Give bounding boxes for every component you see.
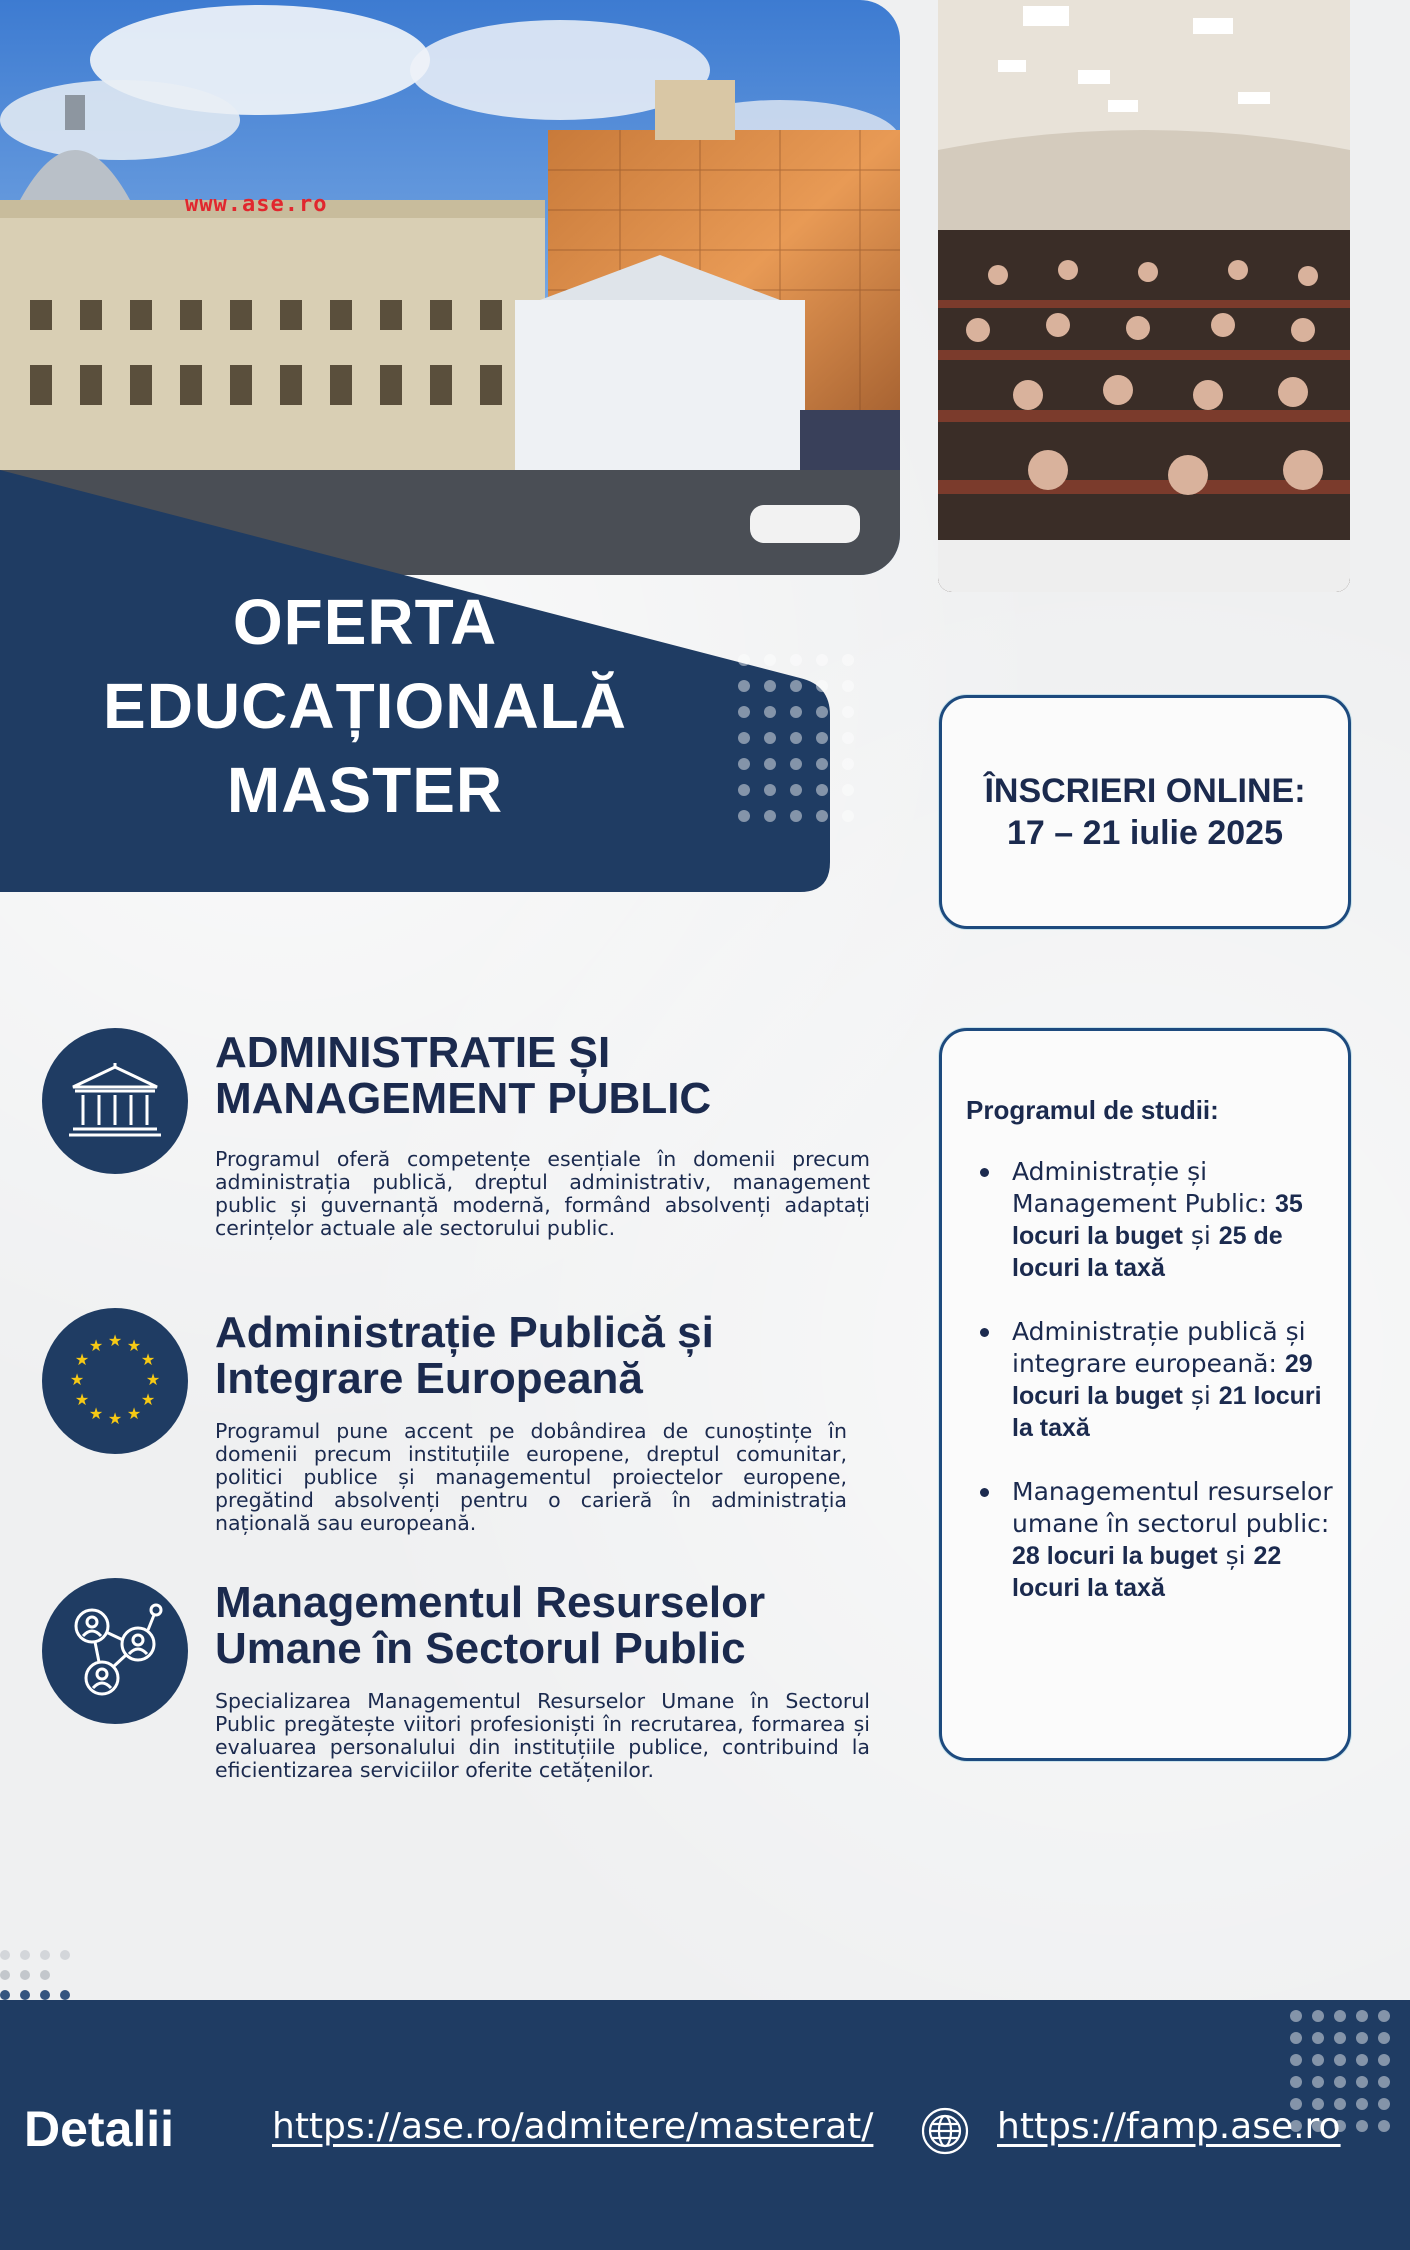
program-name: Administrație și Management Public: xyxy=(1012,1157,1268,1218)
svg-text:★: ★ xyxy=(140,1350,156,1369)
programs-list xyxy=(966,1156,1336,1636)
svg-text:★: ★ xyxy=(88,1336,104,1355)
svg-text:★: ★ xyxy=(69,1370,85,1389)
enrollment-box xyxy=(939,695,1351,929)
section-2-title: Administrație Publică și Integrare Europeană xyxy=(215,1308,714,1403)
decorative-dots-hero xyxy=(738,654,854,822)
section-3-text: Specializarea Managementul Resurselor Umane în Sectorul Public pregătește viitori profesioniști în recrutarea, formarea și evaluarea personalului din instituțiile publice, contribuind la eficientizarea serviciilor oferite cetățenilor. xyxy=(215,1689,870,1782)
hero-title-line-3: MASTER xyxy=(226,754,504,826)
program-join: și xyxy=(1225,1541,1246,1570)
section-1-icon-circle xyxy=(42,1028,188,1174)
program-fee-seats: 22 locuri la taxă xyxy=(1012,1542,1282,1602)
svg-text:★: ★ xyxy=(107,1331,123,1350)
section-1-text: Programul oferă competențe esențiale în domenii precum administrația publică, dreptul administrativ, management public și guvernanță modernă, formând absolvenți adaptați cerințelor actuale ale sectorului public. xyxy=(215,1147,870,1240)
program-item xyxy=(966,1156,1336,1284)
program-item xyxy=(966,1476,1336,1604)
government-building-icon xyxy=(65,1061,165,1141)
svg-text:★: ★ xyxy=(140,1390,156,1409)
program-name: Managementul resurselor umane în sectorul public: xyxy=(1012,1477,1333,1538)
hero-title-line-2: EDUCAȚIONALĂ xyxy=(103,670,627,742)
program-fee-seats: 25 de locuri la taxă xyxy=(1012,1222,1283,1282)
program-budget-seats: 29 locuri la buget xyxy=(1012,1350,1313,1410)
section-3-title: Managementul Resurselor Umane în Sectorul Public xyxy=(215,1578,766,1673)
building-sign: www.ase.ro xyxy=(185,192,328,217)
programs-box xyxy=(939,1028,1351,1761)
hero-title-line-1: OFERTA xyxy=(232,586,498,658)
section-2-icon-circle xyxy=(42,1308,188,1454)
svg-text:★: ★ xyxy=(126,1336,142,1355)
enrollment-dates: 17 – 21 iulie 2025 xyxy=(1007,814,1283,852)
admission-link[interactable]: https://ase.ro/admitere/masterat/ xyxy=(272,2106,874,2147)
program-budget-seats: 28 locuri la buget xyxy=(1012,1542,1218,1570)
program-name: Administrație publică și integrare europeană: xyxy=(1012,1317,1306,1378)
eu-stars-icon xyxy=(60,1326,170,1436)
globe-icon xyxy=(921,2107,969,2155)
enrollment-label: ÎNSCRIERI ONLINE: xyxy=(984,772,1306,810)
program-join: și xyxy=(1190,1381,1211,1410)
people-network-icon xyxy=(60,1596,170,1706)
svg-text:★: ★ xyxy=(126,1404,142,1423)
svg-text:★: ★ xyxy=(74,1350,90,1369)
program-join: și xyxy=(1190,1221,1211,1250)
program-item xyxy=(966,1316,1336,1444)
section-2-text: Programul pune accent pe dobândirea de cunoștințe în domenii precum instituțiile europene, dreptul comunitar, politici publice și managementul proiectelor europene, pregătind absolvenți pentru o carieră în administrația națională sau europeană. xyxy=(215,1419,847,1535)
lecture-hall-photo xyxy=(938,0,1350,592)
svg-text:★: ★ xyxy=(74,1390,90,1409)
section-1-title: ADMINISTRATIE ȘI MANAGEMENT PUBLIC xyxy=(215,1028,712,1123)
footer-details-label: Detalii xyxy=(24,2101,175,2157)
programs-heading: Programul de studii: xyxy=(966,1095,1219,1125)
faculty-website-link[interactable]: https://famp.ase.ro xyxy=(997,2106,1341,2147)
program-budget-seats: 35 locuri la buget xyxy=(1012,1190,1303,1250)
svg-text:★: ★ xyxy=(145,1370,161,1389)
svg-text:★: ★ xyxy=(107,1409,123,1428)
program-fee-seats: 21 locuri la taxă xyxy=(1012,1382,1322,1442)
hero-title xyxy=(0,580,730,832)
section-3-icon-circle xyxy=(42,1578,188,1724)
svg-text:★: ★ xyxy=(88,1404,104,1423)
